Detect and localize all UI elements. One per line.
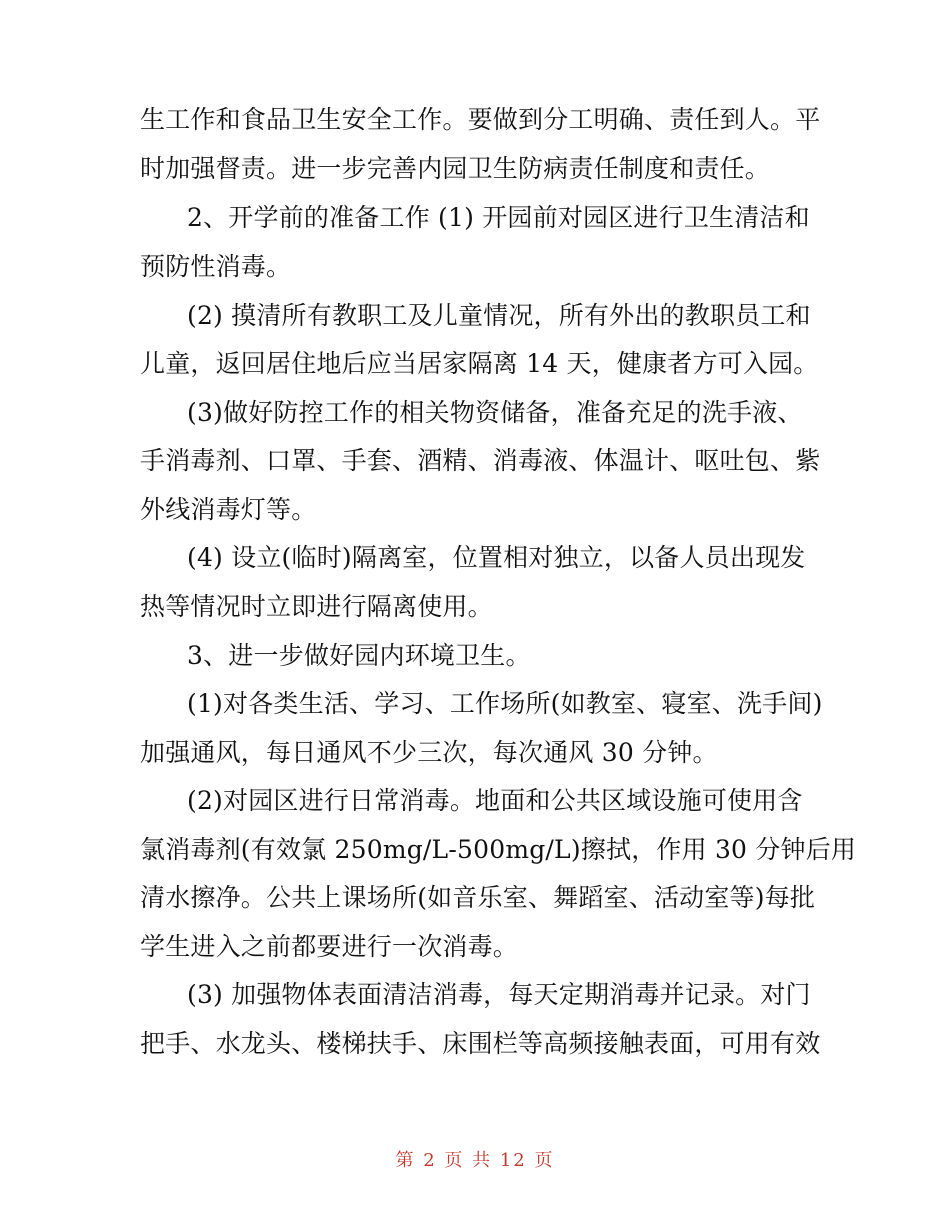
text-line: 热等情况时立即进行隔离使用。 [140, 592, 493, 621]
page-number-footer: 第 2 页 共 12 页 [395, 1150, 555, 1171]
text-line: (1)对各类生活、学习、工作场所(如教室、寝室、洗手间) [187, 689, 823, 718]
text-line: 氯消毒剂(有效氯 250mg/L-500mg/L)擦拭，作用 30 分钟后用 [140, 835, 857, 864]
text-line: 手消毒剂、口罩、手套、酒精、消毒液、体温计、呕吐包、紫 [140, 446, 821, 475]
text-line: 预防性消毒。 [140, 252, 292, 281]
text-line: 生工作和食品卫生安全工作。要做到分工明确、责任到人。平 [140, 105, 821, 134]
text-line: (3)做好防控工作的相关物资储备，准备充足的洗手液、 [187, 398, 803, 427]
text-line: 2、开学前的准备工作 (1) 开园前对园区进行卫生清洁和 [187, 203, 810, 232]
text-line: 加强通风，每日通风不少三次，每次通风 30 分钟。 [140, 738, 718, 767]
text-line: 外线消毒灯等。 [140, 495, 317, 524]
text-line: 时加强督责。进一步完善内园卫生防病责任制度和责任。 [140, 154, 771, 183]
text-line: 清水擦净。公共上课场所(如音乐室、舞蹈室、活动室等)每批 [140, 883, 816, 912]
text-line: 学生进入之前都要进行一次消毒。 [140, 932, 519, 961]
text-line: (3) 加强物体表面清洁消毒，每天定期消毒并记录。对门 [187, 980, 811, 1009]
text-line: (4) 设立(临时)隔离室，位置相对独立，以备人员出现发 [187, 543, 806, 572]
text-line: (2) 摸清所有教职工及儿童情况，所有外出的教职员工和 [187, 301, 811, 330]
text-line: 儿童，返回居住地后应当居家隔离 14 天，健康者方可入园。 [140, 349, 819, 378]
text-line: 3、进一步做好园内环境卫生。 [187, 641, 531, 670]
text-line: 把手、水龙头、楼梯扶手、床围栏等高频接触表面，可用有效 [140, 1029, 821, 1058]
text-line: (2)对园区进行日常消毒。地面和公共区域设施可使用含 [187, 786, 803, 815]
